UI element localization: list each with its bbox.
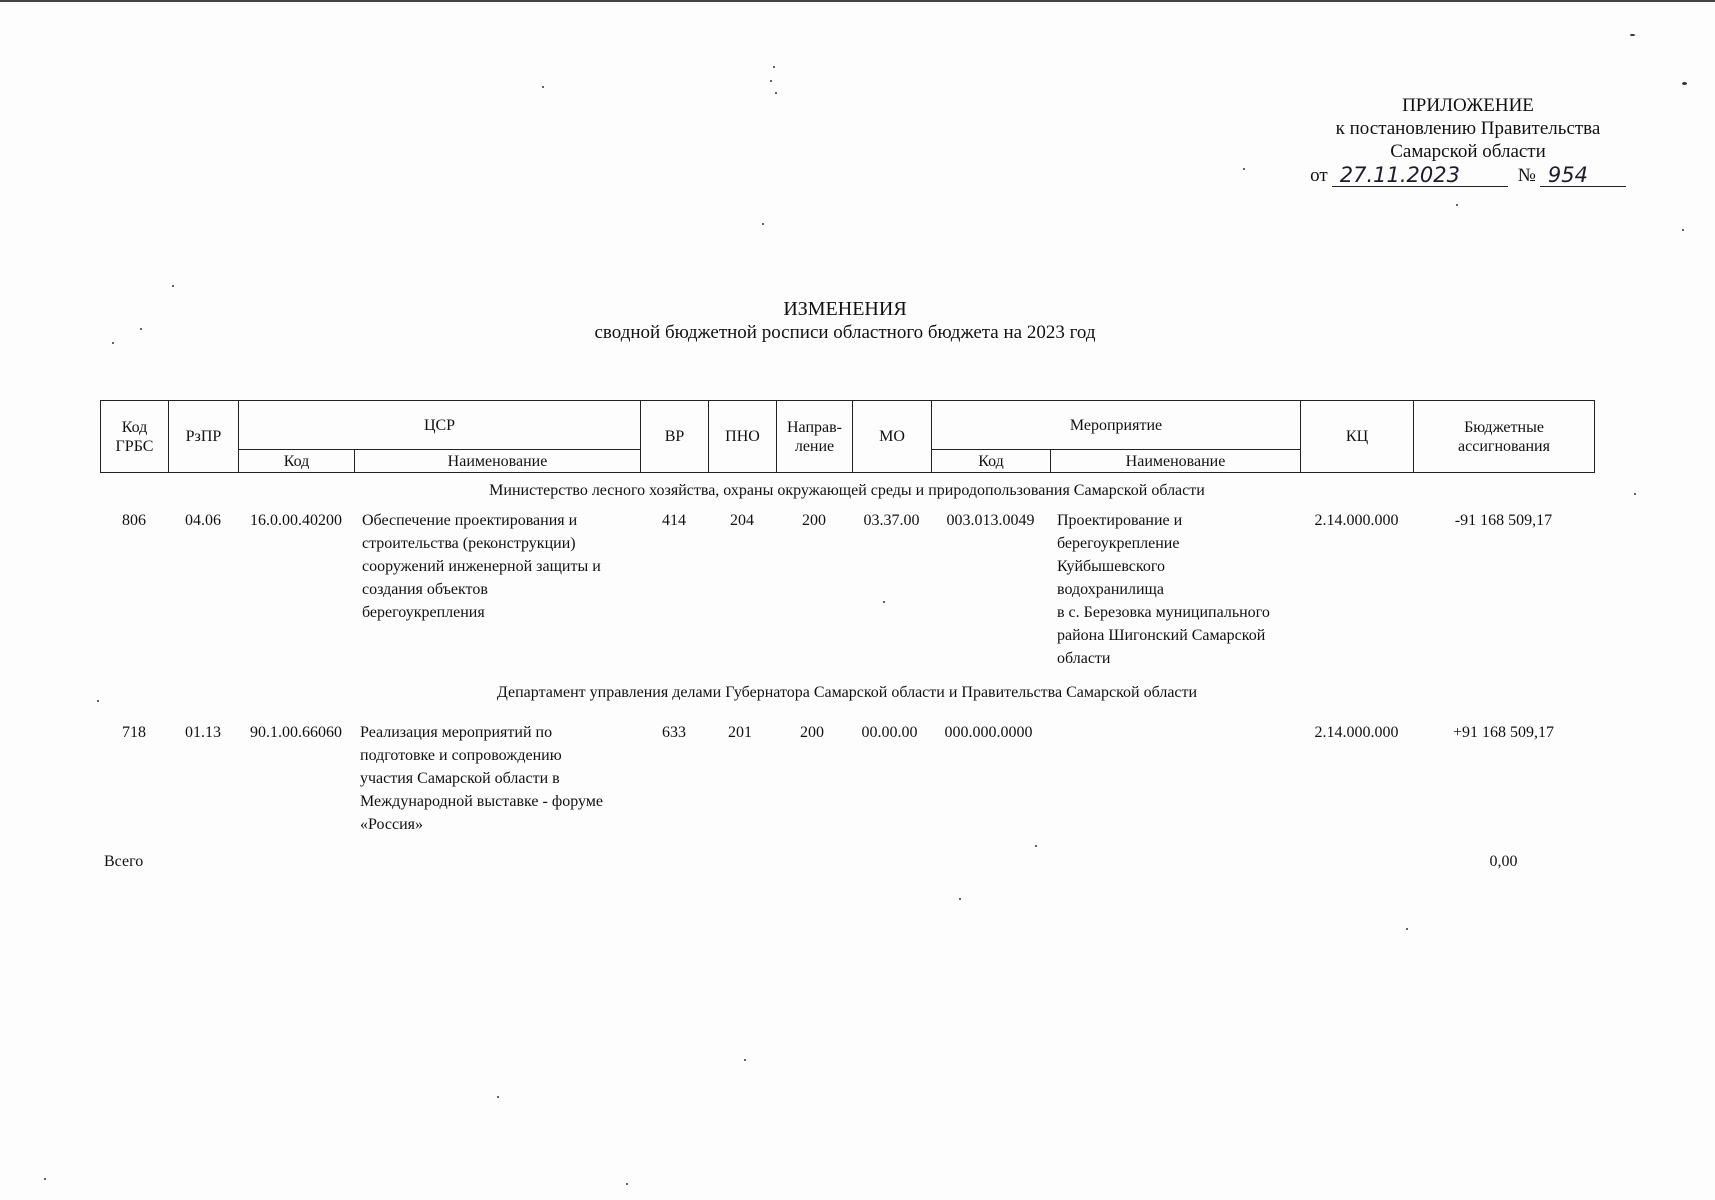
header-mer-kod: Код <box>932 450 1051 473</box>
mer-name-line: в с. Березовка муниципального <box>1057 604 1270 621</box>
csr-name-line: берегоукрепления <box>362 604 485 621</box>
mer-name-line: Проектирование и <box>1057 512 1183 529</box>
cell-csr-kod: 16.0.00.40200 <box>250 512 342 529</box>
header-mo: МО <box>853 401 932 473</box>
scan-speck <box>773 66 775 68</box>
cell-pno: 204 <box>730 512 754 529</box>
scan-speck <box>883 601 885 603</box>
cell-amount: -91 168 509,17 <box>1454 512 1553 529</box>
cell-amount: +91 168 509,17 <box>1452 724 1555 741</box>
appendix-line1: к постановлению Правительства <box>1335 118 1601 139</box>
scan-speck <box>497 1096 499 1098</box>
cell-vr: 633 <box>662 724 686 741</box>
cell-mo: 00.00.00 <box>861 724 918 741</box>
scan-speck <box>1630 34 1635 36</box>
department-heading: Департамент управления делами Губернатора Самарской области и Правительства Самарской области <box>496 684 1198 701</box>
cell-mer-name <box>1057 509 1301 670</box>
scan-speck <box>1243 168 1245 170</box>
header-csr-kod: Код <box>239 450 355 473</box>
header-mer-name: Наименование <box>1051 450 1301 473</box>
scan-speck <box>542 86 544 88</box>
scan-speck <box>959 898 961 900</box>
mer-name-line: водохранилища <box>1057 581 1164 598</box>
cell-csr-kod: 90.1.00.66060 <box>250 724 342 741</box>
cell-pno: 201 <box>728 724 752 741</box>
header-kod-grbs: Код ГРБС <box>101 401 169 473</box>
cell-csr-name <box>362 509 642 624</box>
cell-vr: 414 <box>662 512 686 529</box>
scan-speck <box>770 80 772 82</box>
scan-speck <box>1456 204 1458 206</box>
scan-speck <box>1682 229 1684 231</box>
header-csr: ЦСР <box>239 401 641 450</box>
date-prefix: от <box>1310 165 1328 186</box>
table-header <box>100 400 1595 473</box>
handwritten-date: 27.11.2023 <box>1332 164 1508 187</box>
header-budget: Бюджетные ассигнования <box>1414 401 1595 473</box>
header-kc: КЦ <box>1301 401 1414 473</box>
header-vr: ВР <box>641 401 709 473</box>
appendix-block <box>1310 94 1618 187</box>
scan-speck <box>44 1178 46 1180</box>
scan-speck <box>1035 845 1037 847</box>
scan-speck <box>1406 928 1408 930</box>
cell-grbs: 806 <box>122 512 146 529</box>
appendix-line2: Самарской области <box>1390 141 1546 162</box>
cell-mer-kod: 000.000.0000 <box>944 724 1033 741</box>
csr-name-line: подготовке и сопровождению <box>360 747 562 764</box>
header-meropriyatie: Мероприятие <box>932 401 1301 450</box>
cell-kc: 2.14.000.000 <box>1314 724 1399 741</box>
header-napravlenie: Направ-ление <box>777 401 853 473</box>
document-title: ИЗМЕНЕНИЯ <box>783 298 907 320</box>
csr-name-line: участия Самарской области в <box>360 770 560 787</box>
cell-rzpr: 01.13 <box>185 724 221 741</box>
header-csr-name: Наименование <box>355 450 641 473</box>
csr-name-line: «Россия» <box>360 816 424 833</box>
number-prefix: № <box>1517 165 1536 186</box>
cell-mer-kod: 003.013.0049 <box>946 512 1035 529</box>
appendix-date-line <box>1310 163 1618 187</box>
handwritten-number: 954 <box>1540 164 1626 187</box>
mer-name-line: района Шигонский Самарской <box>1057 627 1266 644</box>
cell-grbs: 718 <box>122 724 146 741</box>
scan-speck <box>172 285 174 287</box>
mer-name-line: Куйбышевского <box>1057 558 1166 575</box>
cell-rzpr: 04.06 <box>185 512 221 529</box>
scan-speck <box>1634 493 1636 495</box>
mer-name-line: области <box>1057 650 1111 667</box>
header-rzpr: РзПР <box>169 401 239 473</box>
total-amount: 0,00 <box>1489 853 1518 870</box>
scan-top-edge <box>0 0 1715 2</box>
cell-mo: 03.37.00 <box>863 512 920 529</box>
csr-name-line: Международной выставке - форуме <box>360 793 604 810</box>
scan-speck <box>744 1059 746 1061</box>
csr-name-line: сооружений инженерной защиты и <box>362 558 601 575</box>
scan-speck <box>97 700 99 702</box>
document-subtitle: сводной бюджетной росписи областного бюджета на 2023 год <box>594 322 1096 343</box>
scan-speck <box>140 328 142 330</box>
csr-name-line: строительства (реконструкции) <box>362 535 576 552</box>
mer-name-line: берегоукрепление <box>1057 535 1180 552</box>
header-pno: ПНО <box>709 401 777 473</box>
scan-speck <box>626 1183 628 1185</box>
cell-napr: 200 <box>802 512 826 529</box>
csr-name-line: Обеспечение проектирования и <box>362 512 578 529</box>
department-heading: Министерство лесного хозяйства, охраны окружающей среды и природопользования Самарской области <box>489 482 1205 499</box>
csr-name-line: создания объектов <box>362 581 488 598</box>
cell-csr-name <box>360 721 642 836</box>
scan-speck <box>762 223 764 225</box>
scan-speck <box>1682 82 1687 85</box>
cell-napr: 200 <box>800 724 824 741</box>
appendix-title: ПРИЛОЖЕНИЕ <box>1402 95 1534 116</box>
cell-kc: 2.14.000.000 <box>1314 512 1399 529</box>
scan-speck <box>775 92 777 94</box>
total-label: Всего <box>104 853 144 870</box>
csr-name-line: Реализация мероприятий по <box>360 724 553 741</box>
scan-speck <box>112 342 114 344</box>
